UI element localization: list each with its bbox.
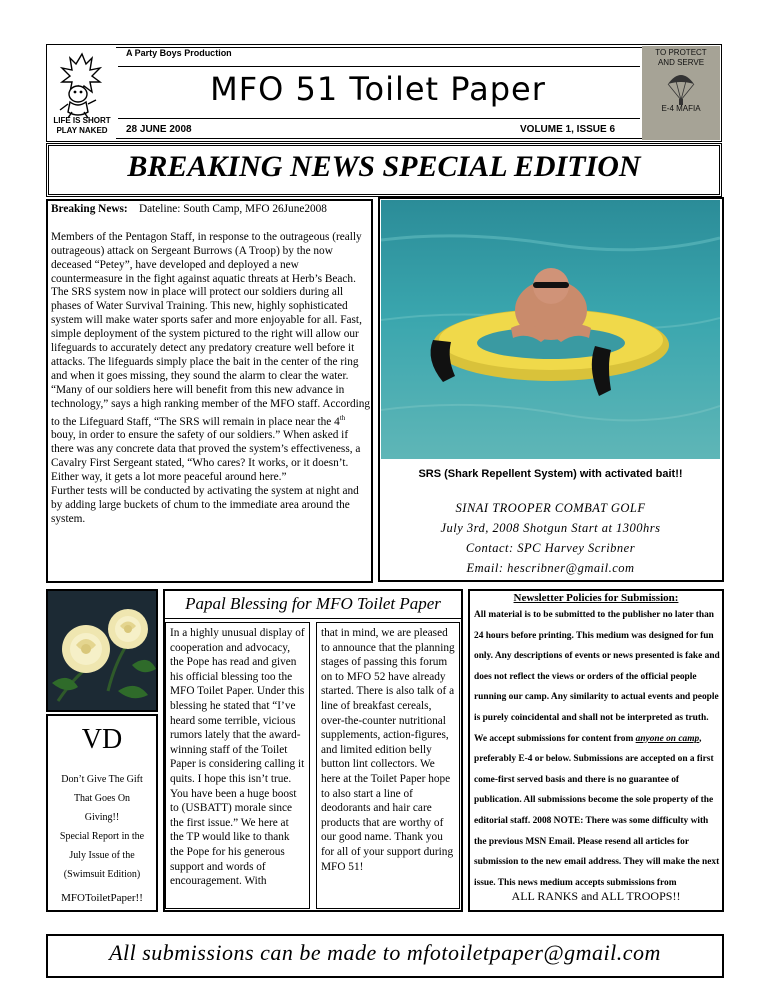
vd-line: Giving!! <box>84 812 120 823</box>
vd-line: That Goes On <box>73 793 131 804</box>
roses-image <box>46 589 158 712</box>
parachute-icon <box>666 70 696 106</box>
man-in-inner-tube-photo <box>381 200 720 459</box>
golf-contact: Contact: SPC Harvey Scribner <box>465 541 636 555</box>
papal-blessing-title: Papal Blessing for MFO Toilet Paper <box>165 594 461 619</box>
vd-notice <box>46 714 158 912</box>
golf-event-date: July 3rd, 2008 Shotgun Start at 1300hrs <box>440 521 661 535</box>
masthead-divider <box>118 66 640 67</box>
vd-signature: MFOToiletPaper!! <box>61 892 143 904</box>
photo-caption: SRS (Shark Repellent System) with activated bait!! <box>418 468 683 480</box>
article-paragraph: Further tests will be conducted by activating the system at night and by adding large buckets of chum to the immediate area around the system. <box>51 484 359 525</box>
policies-body <box>474 605 720 893</box>
policies-title <box>470 592 722 604</box>
breaking-news-label: Breaking News: <box>51 203 128 215</box>
vd-line: (Swimsuit Edition) <box>63 869 141 880</box>
golf-event-title: SINAI TROOPER COMBAT GOLF <box>455 501 646 515</box>
logo-text-line: PLAY NAKED <box>56 126 108 135</box>
volume-issue: VOLUME 1, ISSUE 6 <box>520 124 616 135</box>
issue-date: 28 JUNE 2008 <box>126 124 192 135</box>
policies-closing: ALL RANKS and ALL TROOPS!! <box>511 889 681 903</box>
breaking-news-body <box>51 203 371 527</box>
vd-line: Special Report in the <box>59 831 145 842</box>
producer-credit: A Party Boys Production <box>126 48 232 58</box>
logo-text-line: TO PROTECT <box>655 48 707 57</box>
policies-emphasis: anyone on camp <box>635 733 700 744</box>
logo-text-line: E-4 MAFIA <box>661 104 701 113</box>
dateline: Dateline: South Camp, MFO 26June2008 <box>138 203 327 215</box>
vd-title: VD <box>81 724 123 755</box>
life-is-short-logo <box>48 46 116 140</box>
logo-text-line: LIFE IS SHORT <box>53 116 111 125</box>
masthead-divider <box>118 118 640 119</box>
superscript: th <box>339 413 346 422</box>
vd-line: July Issue of the <box>69 850 135 861</box>
vd-line: Don’t Give The Gift <box>61 774 143 785</box>
article-paragraph: bouy, in order to ensure the safety of our soldiers.” When asked if there was any concrete data that proved the system’s effectiveness, a Cavalry First Sergeant stated, “Who cares? It works, or it doesn’t. Either way, it gets a lot more peaceful around here.” <box>51 429 361 483</box>
newsletter-title: MFO 51 Toilet Paper <box>210 70 546 108</box>
papal-column-1: In a highly unusual display of cooperation and advocacy, the Pope has read and given his official blessing too the MFO Toilet Paper. Under this blessing he stated that “I’ve heard some terrible, vicious rumors lately that the award-winning staff of the Toilet Paper is considering calling it quits. I hope this isn’t true. You have been a huge boost to (USBATT) morale since the first issue.” We here at the TP would like to thank the Pope for his generous support and words of encouragement. With <box>165 622 310 909</box>
submission-email-footer: All submissions can be made to mfotoiletpaper@gmail.com <box>109 940 661 965</box>
headline: BREAKING NEWS SPECIAL EDITION <box>127 150 641 183</box>
policies-text: , preferably E-4 or below. Submissions are accepted on a first come-first served basis and there is no guarantee of publication. All submissions become the sole property of the editorial staff. 2008 NOTE: There was some difficulty with the previous MSN Email. Please resend all articles for submission to the new email address. They will make the next issue. This news medium accepts submissions from <box>474 733 720 888</box>
e4-mafia-logo <box>642 46 720 140</box>
white-roses-icon <box>48 591 158 712</box>
srs-photo <box>381 200 720 459</box>
policies-text: All material is to be submitted to the publisher no later than 24 hours before printing. This medium was designed for fun only. Any descriptions of events or news presented is fake and does not reflect the views or orders of the official people running our camp. Any similarity to actual events and people is purely coincidental and shall not be interpreted as truth. We accept submissions for content from <box>474 610 720 744</box>
papal-column-2: that in mind, we are pleased to announce that the planning stages of passing this forum on to MFO 52 have already started. There is also talk of a line of breakfast cereals, over-the-counter nutritional supplements, action-figures, and limited edition belly button lint collectors. We here at the Toilet Paper hope to also start a line of deodorants and hair care products that are worthy of our good name. Thank you for all of your support during MFO 51! <box>316 622 460 909</box>
policies-title-text: Newsletter Policies for Submission: <box>513 592 679 604</box>
article-paragraph: Members of the Pentagon Staff, in response to the outrageous (really outrageous) attack on Sergeant Burrows (A Troop) by the now deceased “Petey”, have developed and deployed a new countermeasure in the fight against aquatic threats at Herb’s Beach. The SRS system now in place will protect our soldiers during all phases of Water Survival Training. This new, highly sophisticated system will make water sports safer and more enjoyable for all. Fast, simple deployment of the system pictured to the right will allow our lifeguards to accurately detect any predatory creature well before it attacks. The lifeguards simply place the bait in the center of the ring and when it goes missing, they sound the alarm to clear the water. “Many of our soldiers here will benefit from this new advance in technology,” says a high ranking member of the MFO staff. According to the Lifeguard Staff, “The SRS will remain in place near the 4 <box>51 230 371 428</box>
golf-announcement <box>381 498 720 578</box>
logo-text-line: AND SERVE <box>657 58 705 67</box>
golf-email: Email: hescribner@gmail.com <box>466 561 635 575</box>
